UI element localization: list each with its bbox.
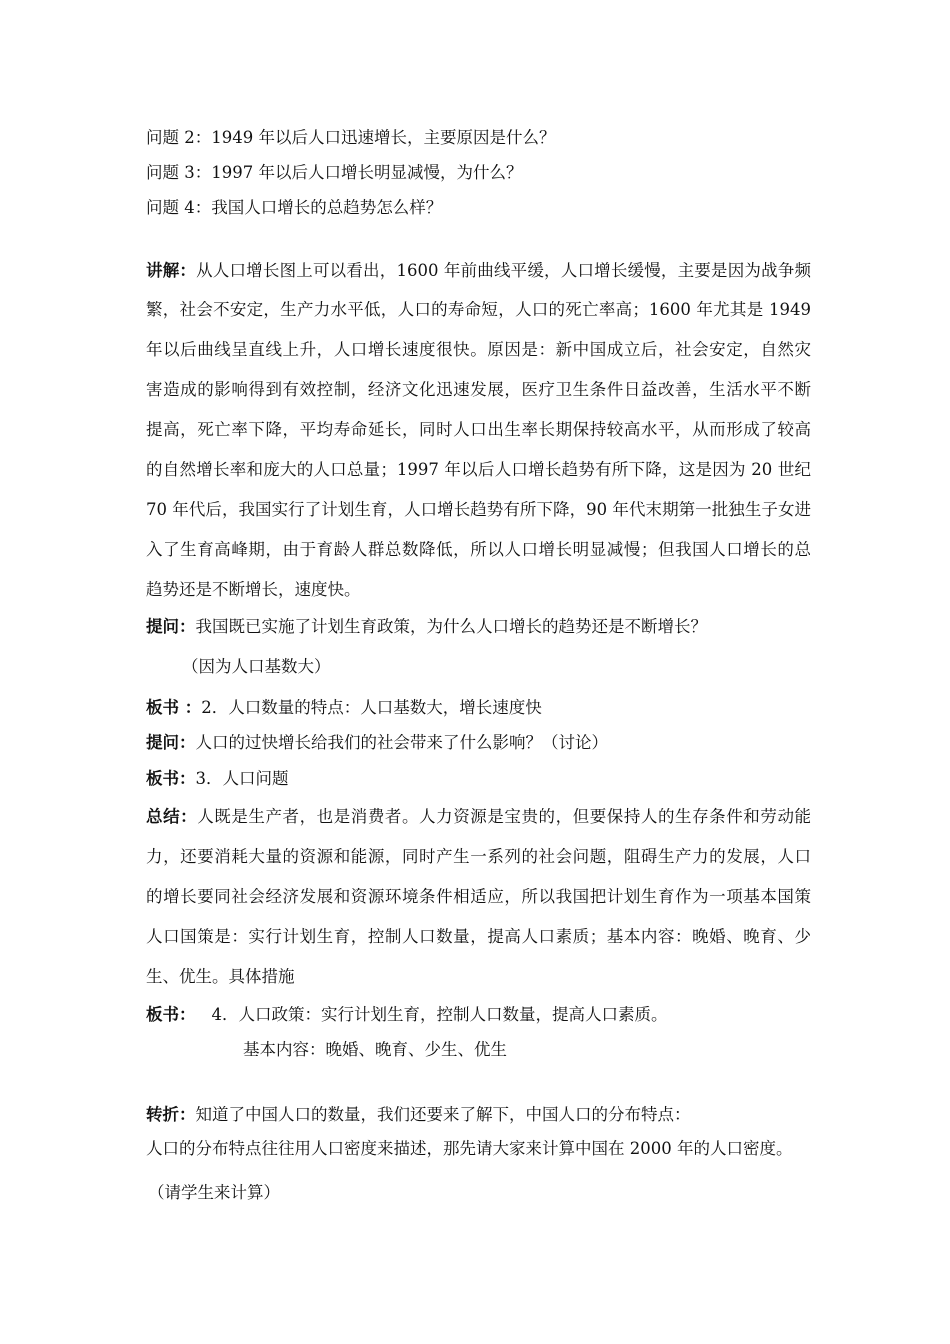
transition-line-1: 转折：知道了中国人口的数量，我们还要来了解下，中国人口的分布特点：: [146, 1105, 691, 1124]
summary-line-3: 的增长要同社会经济发展和资源环境条件相适应，所以我国把计划生育作为一项基本国策: [146, 887, 811, 906]
ask-1-answer: （因为人口基数大）: [182, 657, 331, 676]
summary-line-1: 总结：人既是生产者，也是消费者。人力资源是宝贵的，但要保持人的生存条件和劳动能: [146, 807, 811, 826]
explain-line-6: 的自然增长率和庞大的人口总量；1997 年以后人口增长趋势有所下降，这是因为 20 世纪: [146, 460, 811, 479]
explain-line-2: 繁，社会不安定，生产力水平低，人口的寿命短，人口的死亡率高；1600 年尤其是 1949: [146, 300, 811, 319]
explain-line-5: 提高，死亡率下降，平均寿命延长，同时人口出生率长期保持较高水平，从而形成了较高: [146, 420, 811, 439]
explain-line-4: 害造成的影响得到有效控制，经济文化迅速发展，医疗卫生条件日益改善，生活水平不断: [146, 380, 811, 399]
board-3-sub: 基本内容：晚婚、晚育、少生、优生: [243, 1040, 507, 1059]
board-1: 板书 ：2．人口数量的特点：人口基数大，增长速度快: [146, 698, 542, 717]
summary-line-4: 人口国策是：实行计划生育，控制人口数量，提高人口素质；基本内容：晚婚、晚育、少: [146, 927, 811, 946]
explain-line-7: 70 年代后，我国实行了计划生育，人口增长趋势有所下降，90 年代末期第一批独生子女进: [146, 500, 811, 519]
summary-line-2: 力，还要消耗大量的资源和能源，同时产生一系列的社会问题，阻碍生产力的发展，人口: [146, 847, 811, 866]
board-2: 板书：3．人口问题: [146, 769, 289, 788]
board-3: 板书： 4．人口政策：实行计划生育，控制人口数量，提高人口素质。: [146, 1005, 668, 1024]
summary-label: 总结：: [146, 807, 198, 826]
ask-2: 提问：人口的过快增长给我们的社会带来了什么影响？（讨论）: [146, 733, 608, 752]
question-2: 问题 2：1949 年以后人口迅速增长，主要原因是什么？: [146, 128, 556, 147]
explain-line-9: 趋势还是不断增长，速度快。: [146, 580, 361, 599]
summary-line-5: 生、优生。具体措施: [146, 967, 295, 986]
explain-label: 讲解：: [146, 261, 197, 280]
question-3: 问题 3：1997 年以后人口增长明显减慢，为什么？: [146, 163, 523, 182]
explain-line-3: 年以后曲线呈直线上升，人口增长速度很快。原因是：新中国成立后，社会安定，自然灾: [146, 340, 811, 359]
explain-line-1: 讲解：从人口增长图上可以看出，1600 年前曲线平缓，人口增长缓慢，主要是因为战争频: [146, 261, 811, 280]
explain-line-8: 入了生育高峰期，由于育龄人群总数降低，所以人口增长明显减慢；但我国人口增长的总: [146, 540, 811, 559]
transition-note: （请学生来计算）: [148, 1183, 280, 1202]
transition-line-2: 人口的分布特点往往用人口密度来描述，那先请大家来计算中国在 2000 年的人口密度。: [146, 1139, 793, 1158]
question-4: 问题 4：我国人口增长的总趋势怎么样？: [146, 198, 443, 217]
ask-1: 提问：我国既已实施了计划生育政策，为什么人口增长的趋势还是不断增长？: [146, 617, 707, 636]
